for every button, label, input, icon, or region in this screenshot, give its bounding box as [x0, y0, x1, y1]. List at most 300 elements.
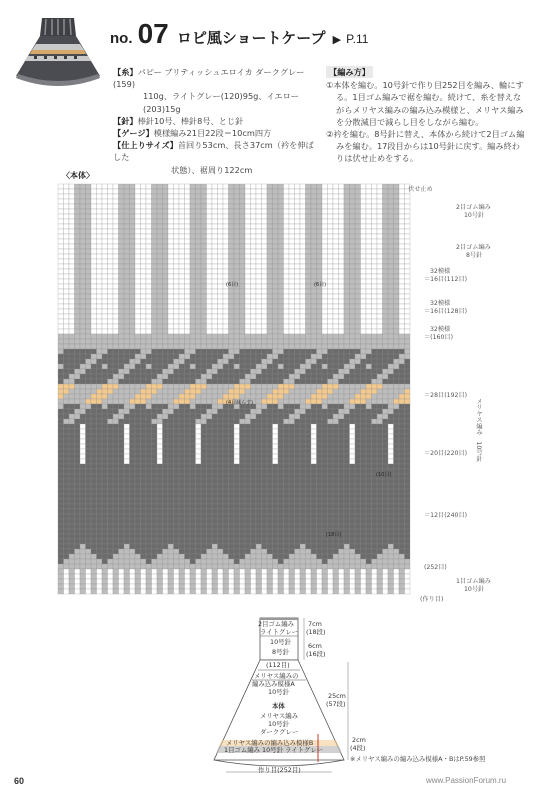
- chart-cell: [251, 219, 257, 224]
- chart-cell: [75, 289, 81, 294]
- chart-cell: [267, 229, 273, 234]
- chart-cell: [245, 464, 251, 469]
- chart-cell: [108, 384, 114, 389]
- chart-cell: [163, 259, 169, 264]
- chart-cell: [113, 224, 119, 229]
- chart-cell: [262, 329, 268, 334]
- chart-cell: [355, 344, 361, 349]
- chart-cell: [179, 449, 185, 454]
- chart-cell: [80, 464, 86, 469]
- chart-cell: [69, 569, 75, 574]
- chart-cell: [163, 374, 169, 379]
- chart-cell: [394, 399, 400, 404]
- chart-cell: [372, 429, 378, 434]
- chart-cell: [207, 204, 213, 209]
- chart-cell: [388, 544, 394, 549]
- chart-cell: [135, 549, 141, 554]
- chart-cell: [350, 309, 356, 314]
- chart-cell: [339, 219, 345, 224]
- chart-cell: [333, 344, 339, 349]
- chart-cell: [372, 209, 378, 214]
- chart-cell: [405, 269, 411, 274]
- chart-cell: [372, 489, 378, 494]
- chart-cell: [157, 284, 163, 289]
- chart-cell: [80, 394, 86, 399]
- chart-cell: [196, 364, 202, 369]
- chart-cell: [289, 459, 295, 464]
- chart-cell: [383, 284, 389, 289]
- chart-cell: [163, 314, 169, 319]
- chart-cell: [141, 399, 147, 404]
- chart-cell: [168, 459, 174, 464]
- chart-cell: [223, 459, 229, 464]
- chart-cell: [119, 534, 125, 539]
- chart-cell: [344, 324, 350, 329]
- chart-cell: [262, 559, 268, 564]
- chart-cell: [152, 299, 158, 304]
- chart-cell: [333, 564, 339, 569]
- chart-cell: [119, 229, 125, 234]
- chart-cell: [388, 289, 394, 294]
- chart-cell: [58, 464, 64, 469]
- chart-cell: [119, 549, 125, 554]
- chart-cell: [350, 564, 356, 569]
- chart-cell: [339, 304, 345, 309]
- chart-cell: [190, 344, 196, 349]
- chart-cell: [229, 289, 235, 294]
- chart-cell: [119, 564, 125, 569]
- chart-cell: [157, 334, 163, 339]
- chart-cell: [218, 294, 224, 299]
- chart-cell: [344, 269, 350, 274]
- chart-cell: [108, 539, 114, 544]
- chart-cell: [256, 379, 262, 384]
- chart-cell: [295, 409, 301, 414]
- chart-cell: [262, 569, 268, 574]
- chart-cell: [262, 484, 268, 489]
- chart-cell: [388, 259, 394, 264]
- chart-cell: [223, 549, 229, 554]
- chart-cell: [174, 569, 180, 574]
- chart-cell: [405, 199, 411, 204]
- chart-cell: [251, 239, 257, 244]
- chart-cell: [295, 434, 301, 439]
- chart-cell: [245, 219, 251, 224]
- chart-cell: [163, 489, 169, 494]
- chart-cell: [350, 429, 356, 434]
- chart-cell: [377, 379, 383, 384]
- chart-cell: [394, 329, 400, 334]
- chart-cell: [245, 534, 251, 539]
- chart-cell: [102, 494, 108, 499]
- chart-cell: [306, 324, 312, 329]
- chart-cell: [69, 249, 75, 254]
- chart-cell: [394, 439, 400, 444]
- chart-cell: [152, 394, 158, 399]
- chart-cell: [229, 329, 235, 334]
- chart-cell: [119, 444, 125, 449]
- chart-cell: [86, 519, 92, 524]
- chart-cell: [399, 379, 405, 384]
- chart-cell: [86, 299, 92, 304]
- chart-cell: [355, 234, 361, 239]
- chart-cell: [278, 364, 284, 369]
- chart-cell: [300, 509, 306, 514]
- chart-cell: [146, 419, 152, 424]
- chart-cell: [69, 509, 75, 514]
- chart-cell: [75, 244, 81, 249]
- chart-cell: [91, 559, 97, 564]
- chart-cell: [212, 314, 218, 319]
- chart-cell: [207, 279, 213, 284]
- chart-cell: [234, 184, 240, 189]
- chart-cell: [86, 239, 92, 244]
- chart-cell: [361, 474, 367, 479]
- chart-cell: [405, 234, 411, 239]
- chart-cell: [124, 409, 130, 414]
- chart-cell: [146, 494, 152, 499]
- chart-cell: [383, 404, 389, 409]
- chart-cell: [207, 359, 213, 364]
- chart-cell: [190, 399, 196, 404]
- chart-cell: [207, 429, 213, 434]
- chart-cell: [355, 519, 361, 524]
- chart-cell: [174, 364, 180, 369]
- chart-cell: [119, 249, 125, 254]
- chart-cell: [278, 414, 284, 419]
- chart-cell: [289, 324, 295, 329]
- chart-cell: [102, 484, 108, 489]
- needle-text: 棒針10号、棒針8号、とじ針: [137, 115, 244, 126]
- chart-cell: [113, 304, 119, 309]
- chart-cell: [141, 339, 147, 344]
- chart-cell: [344, 529, 350, 534]
- chart-cell: [130, 239, 136, 244]
- chart-cell: [185, 459, 191, 464]
- chart-cell: [91, 384, 97, 389]
- chart-cell: [366, 439, 372, 444]
- chart-cell: [267, 214, 273, 219]
- chart-cell: [64, 449, 70, 454]
- chart-cell: [146, 409, 152, 414]
- chart-cell: [361, 454, 367, 459]
- chart-cell: [350, 549, 356, 554]
- chart-cell: [311, 489, 317, 494]
- chart-cell: [267, 284, 273, 289]
- chart-cell: [295, 529, 301, 534]
- chart-cell: [97, 324, 103, 329]
- chart-cell: [91, 409, 97, 414]
- chart-cell: [322, 304, 328, 309]
- chart-cell: [273, 454, 279, 459]
- chart-cell: [405, 379, 411, 384]
- chart-cell: [295, 189, 301, 194]
- chart-cell: [273, 304, 279, 309]
- chart-cell: [377, 299, 383, 304]
- chart-cell: [278, 569, 284, 574]
- chart-cell: [322, 189, 328, 194]
- chart-cell: [141, 409, 147, 414]
- chart-cell: [366, 384, 372, 389]
- chart-cell: [201, 274, 207, 279]
- chart-cell: [405, 219, 411, 224]
- chart-cell: [80, 274, 86, 279]
- chart-cell: [97, 264, 103, 269]
- chart-cell: [289, 234, 295, 239]
- chart-cell: [157, 299, 163, 304]
- chart-cell: [383, 509, 389, 514]
- chart-cell: [130, 289, 136, 294]
- chart-cell: [256, 479, 262, 484]
- chart-cell: [251, 284, 257, 289]
- chart-cell: [273, 464, 279, 469]
- chart-cell: [355, 339, 361, 344]
- chart-cell: [58, 229, 64, 234]
- chart-cell: [174, 549, 180, 554]
- chart-cell: [58, 504, 64, 509]
- chart-cell: [339, 394, 345, 399]
- chart-cell: [102, 519, 108, 524]
- chart-cell: [311, 399, 317, 404]
- chart-cell: [102, 474, 108, 479]
- chart-cell: [119, 389, 125, 394]
- chart-cell: [124, 569, 130, 574]
- chart-cell: [212, 219, 218, 224]
- chart-cell: [284, 549, 290, 554]
- chart-cell: [141, 249, 147, 254]
- chart-cell: [328, 424, 334, 429]
- chart-cell: [284, 374, 290, 379]
- chart-cell: [207, 214, 213, 219]
- chart-cell: [119, 499, 125, 504]
- chart-cell: [267, 499, 273, 504]
- chart-cell: [262, 384, 268, 389]
- chart-cell: [388, 199, 394, 204]
- chart-cell: [355, 249, 361, 254]
- chart-cell: [394, 194, 400, 199]
- chart-cell: [190, 254, 196, 259]
- chart-cell: [267, 429, 273, 434]
- chart-cell: [168, 309, 174, 314]
- chart-cell: [273, 219, 279, 224]
- chart-cell: [394, 269, 400, 274]
- chart-cell: [350, 349, 356, 354]
- chart-cell: [207, 514, 213, 519]
- chart-cell: [218, 519, 224, 524]
- chart-cell: [146, 349, 152, 354]
- chart-cell: [108, 494, 114, 499]
- chart-cell: [322, 214, 328, 219]
- chart-cell: [218, 539, 224, 544]
- chart-cell: [377, 429, 383, 434]
- chart-cell: [245, 254, 251, 259]
- chart-cell: [86, 364, 92, 369]
- chart-cell: [196, 524, 202, 529]
- chart-cell: [218, 329, 224, 334]
- chart-cell: [361, 209, 367, 214]
- chart-cell: [284, 394, 290, 399]
- chart-cell: [251, 454, 257, 459]
- chart-cell: [152, 224, 158, 229]
- chart-cell: [333, 519, 339, 524]
- chart-cell: [339, 449, 345, 454]
- chart-cell: [196, 429, 202, 434]
- chart-cell: [383, 564, 389, 569]
- chart-cell: [124, 219, 130, 224]
- chart-cell: [86, 479, 92, 484]
- chart-cell: [163, 264, 169, 269]
- page-reference: P.11: [346, 32, 369, 46]
- chart-cell: [399, 519, 405, 524]
- chart-cell: [108, 329, 114, 334]
- chart-cell: [344, 489, 350, 494]
- chart-cell: [91, 439, 97, 444]
- chart-cell: [146, 224, 152, 229]
- chart-cell: [135, 469, 141, 474]
- chart-cell: [372, 194, 378, 199]
- chart-cell: [278, 339, 284, 344]
- chart-cell: [267, 199, 273, 204]
- chart-cell: [146, 459, 152, 464]
- chart-cell: [311, 329, 317, 334]
- chart-cell: [300, 444, 306, 449]
- chart-cell: [256, 259, 262, 264]
- chart-cell: [405, 329, 411, 334]
- chart-cell: [86, 189, 92, 194]
- chart-cell: [168, 399, 174, 404]
- chart-cell: [168, 484, 174, 489]
- chart-cell: [102, 404, 108, 409]
- chart-cell: [130, 279, 136, 284]
- chart-cell: [317, 364, 323, 369]
- chart-cell: [223, 344, 229, 349]
- chart-cell: [223, 249, 229, 254]
- chart-cell: [322, 549, 328, 554]
- chart-cell: [124, 284, 130, 289]
- chart-cell: [190, 414, 196, 419]
- chart-cell: [366, 304, 372, 309]
- chart-cell: [322, 249, 328, 254]
- chart-cell: [366, 404, 372, 409]
- chart-cell: [64, 414, 70, 419]
- chart-cell: [212, 534, 218, 539]
- chart-cell: [333, 199, 339, 204]
- chart-cell: [383, 344, 389, 349]
- chart-cell: [196, 399, 202, 404]
- chart-cell: [328, 329, 334, 334]
- chart-cell: [218, 404, 224, 409]
- chart-cell: [218, 549, 224, 554]
- chart-cell: [113, 214, 119, 219]
- chart-cell: [388, 294, 394, 299]
- chart-cell: [256, 539, 262, 544]
- chart-cell: [86, 344, 92, 349]
- chart-cell: [322, 564, 328, 569]
- chart-cell: [97, 424, 103, 429]
- chart-cell: [377, 384, 383, 389]
- chart-cell: [75, 369, 81, 374]
- chart-cell: [289, 424, 295, 429]
- chart-cell: [80, 279, 86, 284]
- chart-cell: [75, 514, 81, 519]
- chart-cell: [278, 499, 284, 504]
- chart-cell: [152, 559, 158, 564]
- chart-cell: [69, 364, 75, 369]
- chart-cell: [350, 439, 356, 444]
- chart-cell: [201, 239, 207, 244]
- chart-cell: [212, 354, 218, 359]
- chart-cell: [196, 269, 202, 274]
- chart-cell: [273, 299, 279, 304]
- chart-cell: [196, 439, 202, 444]
- chart-cell: [108, 314, 114, 319]
- chart-cell: [372, 339, 378, 344]
- chart-cell: [157, 314, 163, 319]
- chart-cell: [383, 334, 389, 339]
- chart-cell: [372, 424, 378, 429]
- chart-cell: [229, 429, 235, 434]
- chart-cell: [245, 189, 251, 194]
- chart-cell: [157, 324, 163, 329]
- chart-cell: [113, 349, 119, 354]
- chart-cell: [86, 259, 92, 264]
- chart-cell: [262, 404, 268, 409]
- chart-cell: [80, 219, 86, 224]
- chart-cell: [388, 264, 394, 269]
- chart-cell: [394, 294, 400, 299]
- chart-cell: [179, 354, 185, 359]
- chart-cell: [251, 224, 257, 229]
- chart-cell: [317, 519, 323, 524]
- chart-cell: [58, 204, 64, 209]
- chart-cell: [344, 214, 350, 219]
- chart-cell: [394, 314, 400, 319]
- chart-cell: [317, 414, 323, 419]
- chart-cell: [311, 444, 317, 449]
- chart-cell: [377, 239, 383, 244]
- chart-cell: [289, 569, 295, 574]
- chart-cell: [350, 414, 356, 419]
- chart-cell: [64, 324, 70, 329]
- chart-cell: [135, 519, 141, 524]
- chart-cell: [97, 564, 103, 569]
- chart-cell: [355, 524, 361, 529]
- chart-cell: [229, 244, 235, 249]
- chart-cell: [377, 214, 383, 219]
- chart-cell: [119, 469, 125, 474]
- chart-cell: [377, 199, 383, 204]
- chart-cell: [196, 564, 202, 569]
- chart-cell: [119, 509, 125, 514]
- chart-cell: [58, 409, 64, 414]
- chart-cell: [284, 189, 290, 194]
- chart-cell: [383, 389, 389, 394]
- chart-cell: [273, 349, 279, 354]
- chart-cell: [383, 454, 389, 459]
- chart-cell: [223, 504, 229, 509]
- chart-cell: [212, 509, 218, 514]
- chart-cell: [256, 549, 262, 554]
- chart-cell: [300, 389, 306, 394]
- chart-cell: [355, 374, 361, 379]
- chart-cell: [394, 189, 400, 194]
- chart-cell: [289, 249, 295, 254]
- chart-cell: [168, 239, 174, 244]
- chart-cell: [152, 389, 158, 394]
- chart-cell: [207, 414, 213, 419]
- chart-cell: [306, 384, 312, 389]
- chart-cell: [152, 449, 158, 454]
